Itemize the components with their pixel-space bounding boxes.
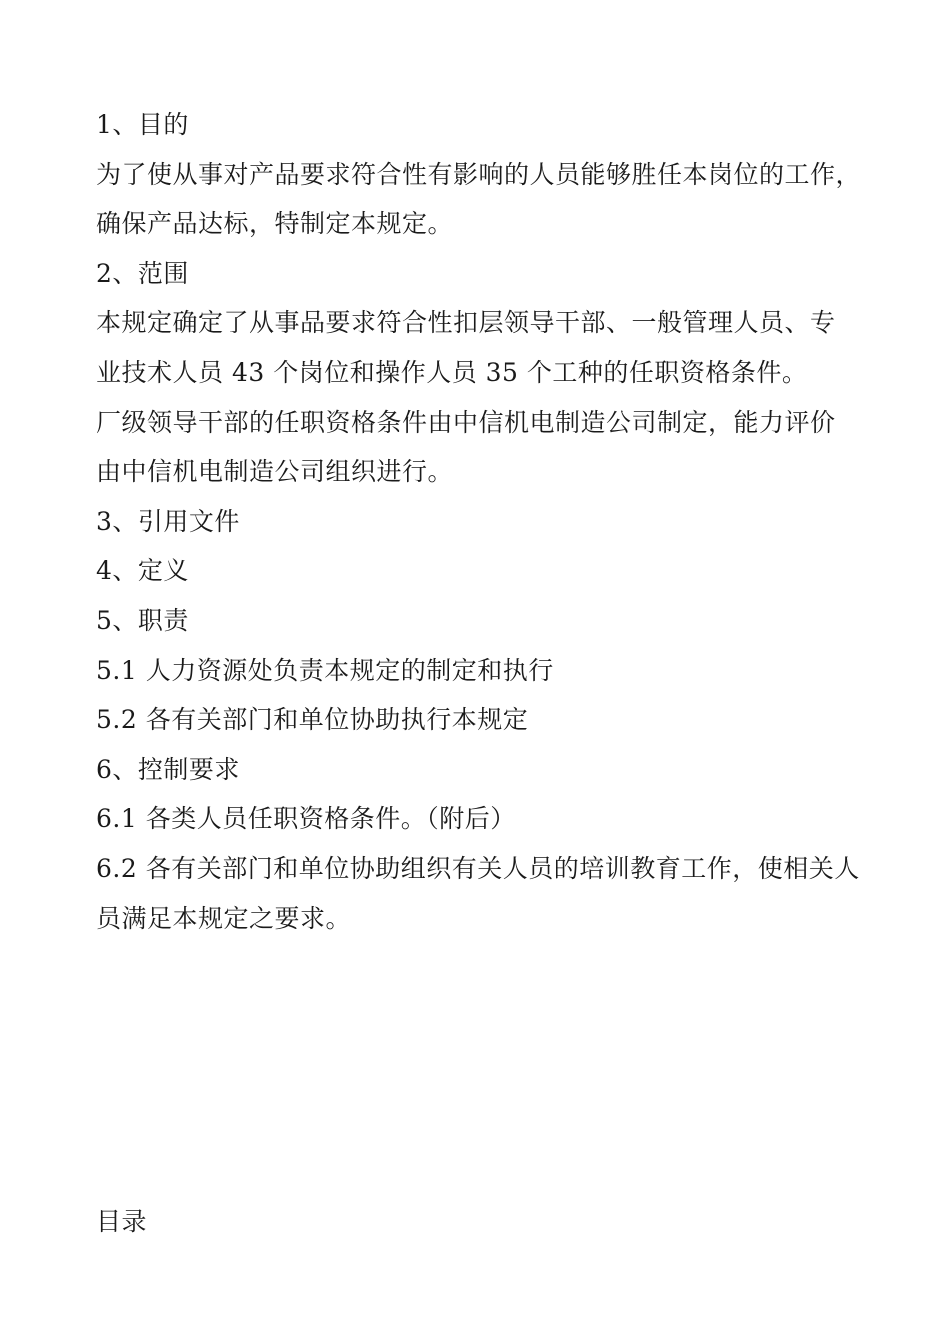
paragraph-line: 本规定确定了从事品要求符合性扣层领导干部、一般管理人员、专 <box>96 308 836 338</box>
toc-title: 目录 <box>96 1207 148 1236</box>
heading-purpose: 1、目的 <box>96 110 189 139</box>
heading-responsibilities: 5、职责 <box>96 605 189 635</box>
clause-6-1: 6.1 各类人员任职资格条件。（附后） <box>96 804 516 834</box>
clause-6-2: 6.2 各有关部门和单位协助组织有关人员的培训教育工作，使相关人 <box>96 853 860 883</box>
paragraph-line: 员满足本规定之要求。 <box>96 903 352 933</box>
heading-control-requirements: 6、控制要求 <box>96 754 240 784</box>
heading-scope: 2、范围 <box>96 258 189 288</box>
clause-5-2: 5.2 各有关部门和单位协助执行本规定 <box>96 705 529 735</box>
paragraph-line: 由中信机电制造公司组织进行。 <box>96 457 454 487</box>
paragraph-line: 确保产品达标，特制定本规定。 <box>96 209 454 239</box>
document-body <box>96 100 866 943</box>
heading-references: 3、引用文件 <box>96 506 240 536</box>
paragraph-line: 厂级领导干部的任职资格条件由中信机电制造公司制定，能力评价 <box>96 407 836 437</box>
paragraph-line: 业技术人员 43 个岗位和操作人员 35 个工种的任职资格条件。 <box>96 357 808 387</box>
clause-5-1: 5.1 人力资源处负责本规定的制定和执行 <box>96 655 554 685</box>
heading-definitions: 4、定义 <box>96 556 189 586</box>
paragraph-line: 为了使从事对产品要求符合性有影响的人员能够胜任本岗位的工作， <box>96 159 862 189</box>
